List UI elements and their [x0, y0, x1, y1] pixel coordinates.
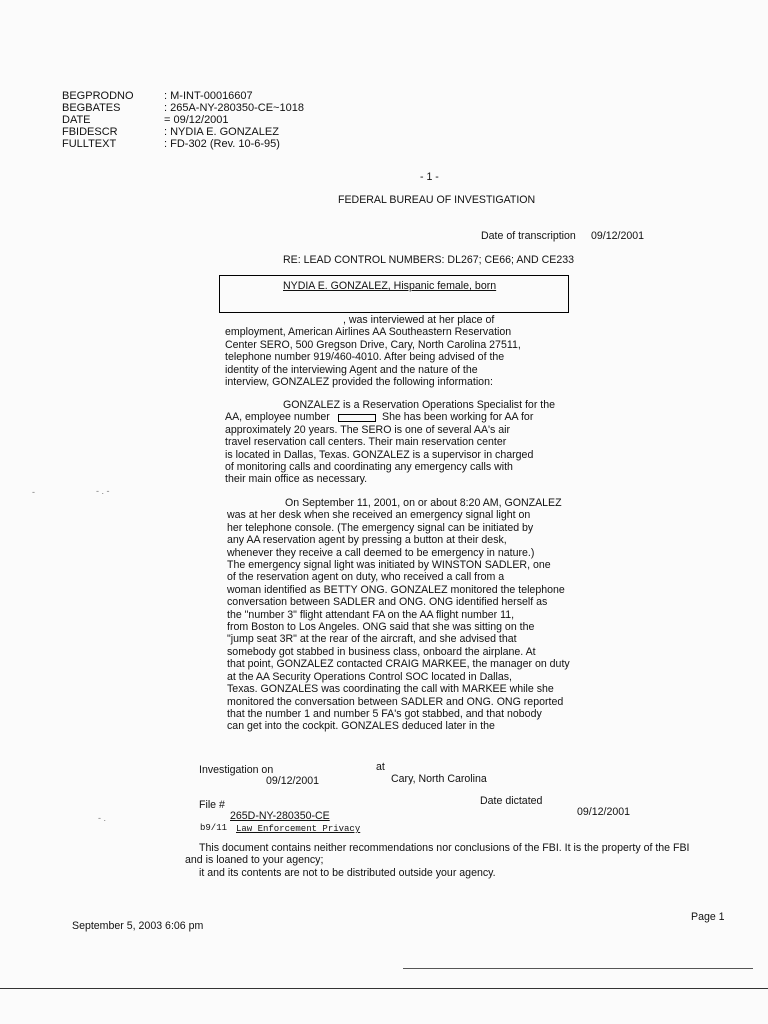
notice-line-2: and is loaned to your agency;: [185, 854, 324, 866]
para3-line: monitored the conversation between SADLER and ONG. ONG reported: [227, 695, 564, 708]
bottom-rule-short: [403, 968, 753, 969]
para1-line: , was interviewed at her place of: [343, 314, 495, 326]
meta-key-begbates: BEGBATES: [62, 102, 121, 114]
para3-line: of the reservation agent on duty, who received a call from a: [227, 571, 505, 584]
notice-line-3: it and its contents are not to be distributed outside your agency.: [199, 867, 496, 879]
para2-employee-line: [225, 411, 555, 423]
para1-line: identity of the interviewing Agent and the nature of the: [225, 363, 478, 376]
at-label: at: [376, 761, 385, 773]
para3-line: was at her desk when she received an emergency signal light on: [227, 509, 531, 522]
para2-employee-label: AA, employee number: [225, 411, 330, 424]
para3-line: from Boston to Los Angeles. ONG said that she was sitting on the: [227, 621, 535, 634]
meta-key-fulltext: FULLTEXT: [62, 138, 117, 150]
transcription-label: Date of transcription: [481, 230, 576, 242]
para1-line: Center SERO, 500 Gregson Drive, Cary, North Carolina 27511,: [225, 338, 521, 351]
transcription-date: 09/12/2001: [591, 230, 645, 242]
para3-line: the "number 3" flight attendant FA on the AA flight number 11,: [227, 608, 515, 621]
para3-line: Texas. GONZALES was coordinating the call with MARKEE while she: [227, 683, 554, 696]
paragraph-employment: [225, 399, 555, 486]
meta-key-date: DATE: [62, 114, 91, 126]
para3-line: that the number 1 and number 5 FA's got stabbed, and that nobody: [227, 707, 542, 720]
redaction-reason: Law Enforcement Privacy: [236, 824, 361, 834]
para3-line: "jump seat 3R" at the rear of the aircraft, and she advised that: [227, 633, 517, 646]
para2-line: travel reservation call centers. Their main reservation center: [225, 436, 507, 449]
scan-speck: - . -: [96, 486, 110, 496]
para2-line: is located in Dallas, Texas. GONZALEZ is a supervisor in charged: [225, 448, 534, 461]
subject-line: NYDIA E. GONZALEZ, Hispanic female, born: [283, 280, 497, 292]
para3-line: can get into the cockpit. GONZALES deduced later in the: [227, 720, 495, 733]
meta-value-begbates: : 265A-NY-280350-CE~1018: [164, 102, 304, 114]
investigation-on-label: Investigation on: [199, 764, 274, 776]
redaction-code: b9/11: [200, 823, 228, 833]
notice-line-1: This document contains neither recommendations nor conclusions of the FBI. It is the property of the FBI: [199, 842, 690, 854]
investigation-location: Cary, North Carolina: [391, 773, 487, 785]
para3-line: woman identified as BETTY ONG. GONZALEZ monitored the telephone: [227, 583, 565, 596]
redaction-box-employee-number: [338, 414, 376, 422]
para3-line: somebody got stabbed in business class, onboard the airplane. At: [227, 645, 536, 658]
para1-line: telephone number 919/460-4010. After being advised of the: [225, 351, 505, 364]
paragraph-interview-intro: [225, 314, 521, 388]
date-dictated-label: Date dictated: [480, 795, 543, 807]
header-metadata: [62, 90, 362, 155]
file-number: 265D-NY-280350-CE: [230, 810, 330, 822]
meta-value-fulltext: : FD-302 (Rev. 10-6-95): [164, 138, 280, 150]
bottom-rule-long: [0, 988, 768, 989]
file-number-label: File #: [199, 799, 225, 811]
page-marker: - 1 -: [420, 171, 439, 183]
meta-value-fbidescr: : NYDIA E. GONZALEZ: [164, 126, 279, 138]
para2-line: approximately 20 years. The SERO is one of several AA's air: [225, 423, 511, 436]
page-label: Page 1: [691, 911, 725, 923]
meta-value-date: = 09/12/2001: [164, 114, 229, 126]
scan-speck: -: [32, 487, 35, 497]
scan-speck: - .: [98, 813, 106, 823]
para1-line: employment, American Airlines AA Southeastern Reservation: [225, 326, 512, 339]
para2-line: their main office as necessary.: [225, 473, 368, 486]
date-dictated: 09/12/2001: [577, 806, 631, 818]
para1-line: interview, GONZALEZ provided the following information:: [225, 376, 493, 389]
para2-line: of monitoring calls and coordinating any emergency calls with: [225, 461, 513, 474]
meta-key-fbidescr: FBIDESCR: [62, 126, 118, 138]
re-line: RE: LEAD CONTROL NUMBERS: DL267; CE66; AND CE233: [283, 254, 575, 266]
para2-tenure: She has been working for AA for: [382, 411, 534, 424]
para3-line: whenever they receive a call deemed to be emergency in nature.): [227, 546, 535, 559]
para3-line: On September 11, 2001, on or about 8:20 AM, GONZALEZ: [285, 497, 562, 509]
para3-line: any AA reservation agent by pressing a button at their desk,: [227, 534, 507, 547]
para2-line: GONZALEZ is a Reservation Operations Specialist for the: [283, 399, 556, 411]
meta-value-begprodno: : M-INT-00016607: [164, 90, 253, 102]
para3-line: her telephone console. (The emergency signal can be initiated by: [227, 521, 534, 534]
para3-line: conversation between SADLER and ONG. ONG identified herself as: [227, 596, 548, 609]
print-timestamp: September 5, 2003 6:06 pm: [72, 920, 204, 932]
paragraph-emergency-call: [227, 497, 570, 733]
investigation-date: 09/12/2001: [266, 775, 320, 787]
meta-key-begprodno: BEGPRODNO: [62, 90, 134, 102]
agency-title: FEDERAL BUREAU OF INVESTIGATION: [338, 194, 536, 206]
para3-line: that point, GONZALEZ contacted CRAIG MARKEE, the manager on duty: [227, 658, 570, 671]
para3-line: at the AA Security Operations Control SOC located in Dallas,: [227, 670, 512, 683]
redaction-box-large: [219, 275, 569, 313]
para3-line: The emergency signal light was initiated by WINSTON SADLER, one: [227, 559, 551, 572]
